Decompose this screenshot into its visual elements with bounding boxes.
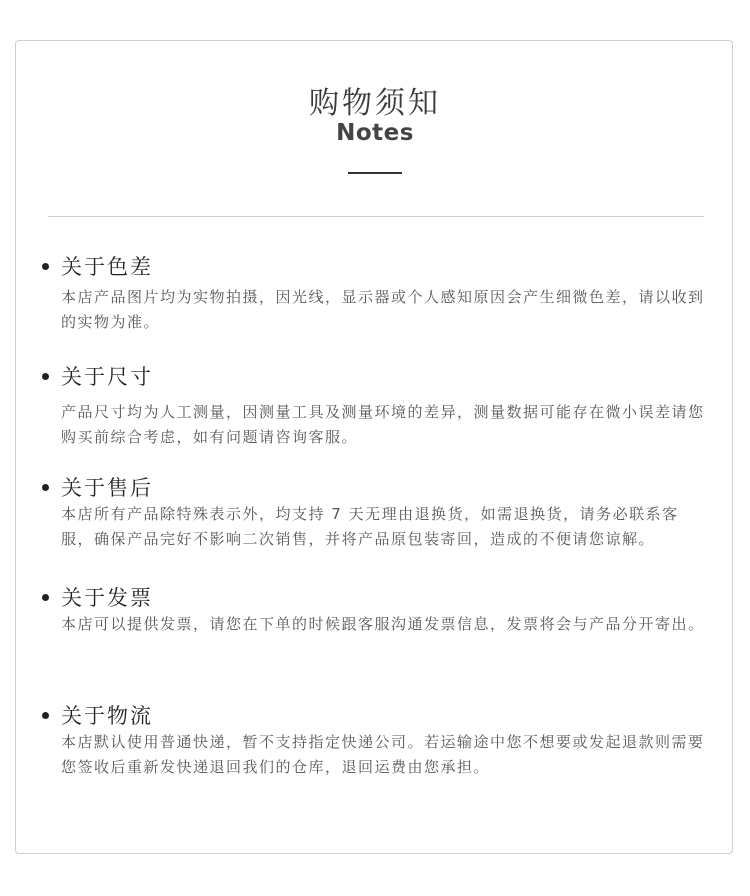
section-title: 关于发票 [61,586,153,610]
section-body: 本店可以提供发票，请您在下单的时候跟客服沟通发票信息，发票将会与产品分开寄出。 [61,615,705,633]
page-title: 购物须知 [309,86,441,121]
section-invoice [42,582,722,637]
section-color-difference [42,251,722,335]
section-after-sales [42,472,722,552]
bullet-icon [42,712,49,719]
page-subtitle: Notes [336,120,414,146]
section-title: 关于物流 [61,704,153,728]
section-title: 关于色差 [61,255,153,279]
bullet-icon [42,263,49,270]
section-body: 本店产品图片均为实物拍摄，因光线，显示器或个人感知原因会产生细微色差，请以收到的实物为准。 [61,288,705,331]
header-divider [48,216,704,217]
section-logistics [42,700,722,780]
section-title: 关于售后 [61,476,153,500]
bullet-icon [42,373,49,380]
section-body: 本店默认使用普通快递，暂不支持指定快递公司。若运输途中您不想要或发起退款则需要您签收后重新发快递退回我们的仓库，退回运费由您承担。 [61,733,705,776]
section-body: 本店所有产品除特殊表示外，均支持 7 天无理由退换货，如需退换货，请务必联系客服，确保产品完好不影响二次销售，并将产品原包装寄回，造成的不便请您谅解。 [61,505,679,548]
bullet-icon [42,594,49,601]
section-body: 产品尺寸均为人工测量，因测量工具及测量环境的差异，测量数据可能存在微小误差请您购买前综合考虑，如有问题请咨询客服。 [61,403,705,446]
section-size [42,361,722,450]
bullet-icon [42,484,49,491]
section-title: 关于尺寸 [61,365,153,389]
title-underline [348,172,402,174]
